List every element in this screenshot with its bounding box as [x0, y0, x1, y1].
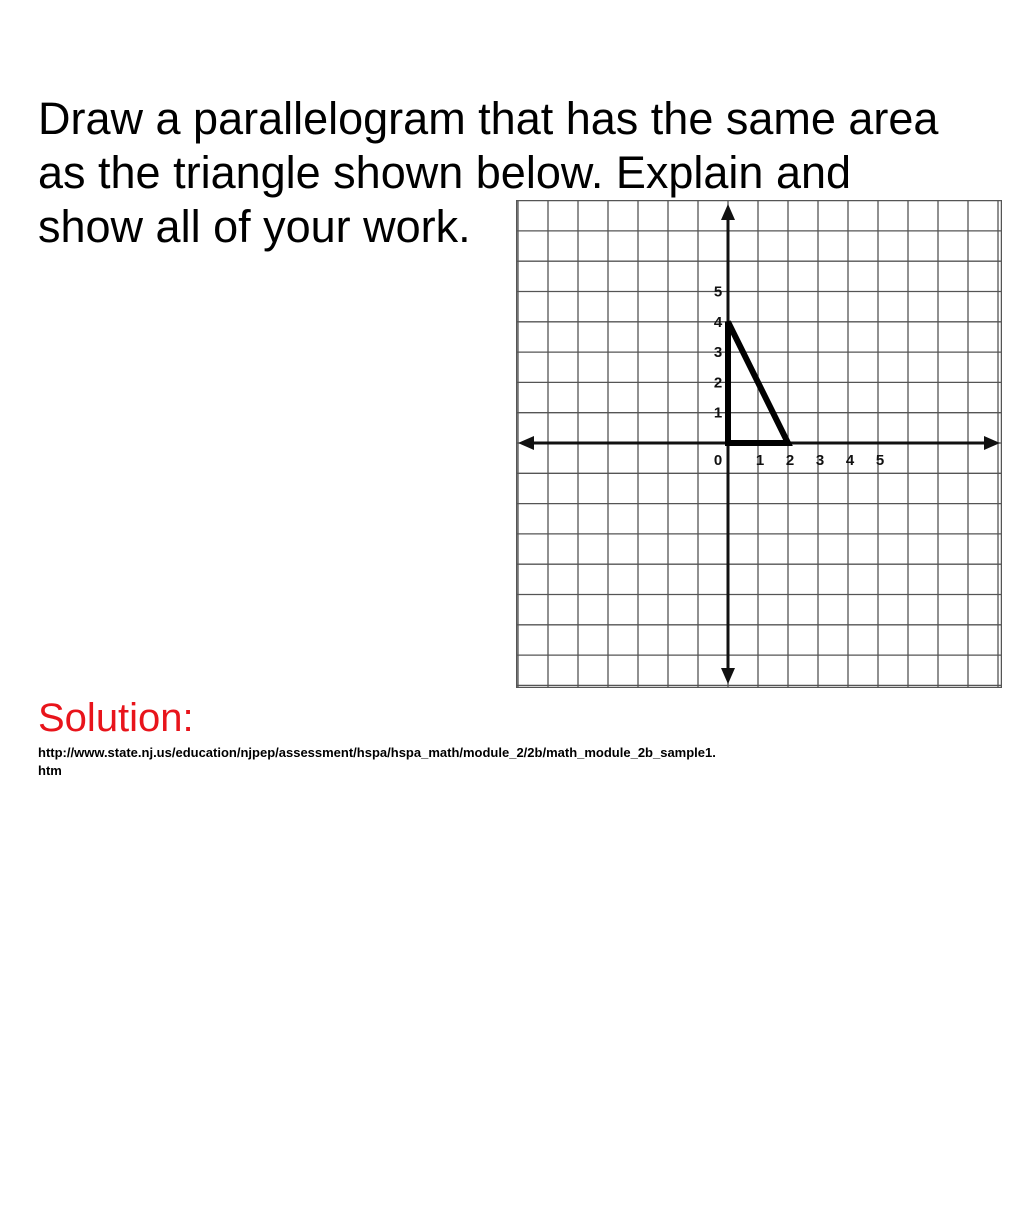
problem-line: Draw a parallelogram that has the same area	[38, 93, 939, 144]
x-tick-label: 0	[713, 452, 723, 469]
y-tick-label: 3	[713, 344, 723, 362]
source-url-line: htm	[38, 763, 62, 778]
x-tick-label: 3	[815, 452, 825, 469]
x-tick-label: 4	[845, 452, 855, 469]
source-url-line: http://www.state.nj.us/education/njpep/assessment/hspa/hspa_math/module_2/2b/math_module_2b_sample1.	[38, 745, 716, 760]
source-url	[38, 744, 798, 780]
y-tick-label: 2	[713, 374, 723, 392]
x-tick-label: 5	[875, 452, 885, 469]
y-tick-label: 5	[713, 283, 723, 301]
coordinate-grid-figure	[516, 200, 1002, 688]
y-tick-label: 4	[713, 313, 723, 331]
y-tick-label: 1	[713, 404, 723, 422]
problem-line: show all of your work.	[38, 201, 471, 252]
problem-line: as the triangle shown below. Explain and	[38, 147, 852, 198]
x-tick-label: 1	[755, 452, 765, 469]
x-tick-label: 2	[785, 452, 795, 469]
coordinate-grid	[516, 200, 1002, 688]
solution-heading: Solution:	[38, 696, 194, 740]
